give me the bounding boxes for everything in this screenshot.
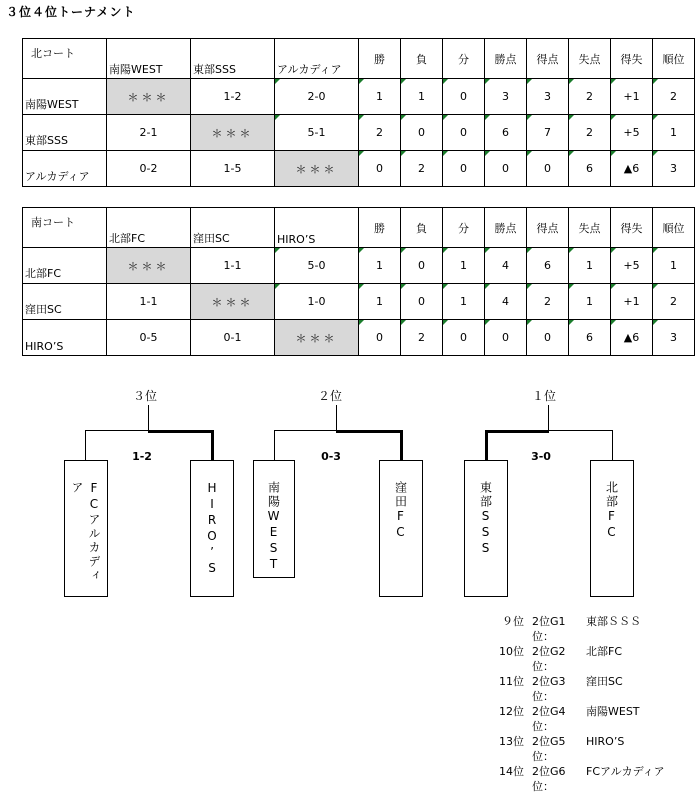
stat-header: 勝点	[485, 208, 527, 248]
team-name: HIRO’S	[205, 481, 219, 577]
ranking-row	[488, 614, 665, 644]
rank-label: ２位	[317, 389, 342, 403]
stat-cell: 3	[527, 79, 569, 115]
stat-cell: 2	[653, 79, 695, 115]
stat-header: 順位	[653, 39, 695, 79]
court-label: 北コート	[23, 39, 107, 79]
stat-header: 分	[443, 39, 485, 79]
ranking-row	[488, 734, 665, 764]
team-header: 窪田SC	[191, 208, 275, 248]
stat-cell: 7	[527, 115, 569, 151]
stat-cell: 0	[359, 151, 401, 187]
final-ranking-list	[488, 614, 665, 794]
stat-cell: 2	[569, 115, 611, 151]
stat-cell: 0	[443, 151, 485, 187]
stat-header: 負	[401, 39, 443, 79]
stat-cell: 1	[401, 79, 443, 115]
table-row	[23, 115, 695, 151]
stat-cell: 0	[527, 151, 569, 187]
stat-cell: 2	[527, 284, 569, 320]
ranking-team: 東部ＳＳＳ	[586, 615, 641, 628]
stat-header: 失点	[569, 39, 611, 79]
ranking-position: 14位	[499, 765, 524, 778]
stat-header: 勝	[359, 39, 401, 79]
team-header: アルカディア	[275, 39, 359, 79]
match-result-cell: 1-2	[191, 79, 275, 115]
stat-cell: 0	[485, 151, 527, 187]
ranking-position: 11位	[499, 675, 524, 688]
ranking-group: 2位G1位：	[532, 615, 566, 643]
stat-cell: 0	[359, 320, 401, 356]
ranking-group: 2位G6位：	[532, 765, 566, 793]
team-name: 窪田FC	[393, 481, 408, 541]
row-team-name: 北部FC	[23, 248, 107, 284]
ranking-position: ９位	[502, 615, 524, 628]
self-match-cell: ＊＊＊	[107, 248, 191, 284]
row-team-name: 東部SSS	[23, 115, 107, 151]
team-name: 北部FC	[604, 481, 619, 541]
team-header: 南陽WEST	[107, 39, 191, 79]
table-header-row	[23, 39, 695, 79]
stat-cell: 1	[359, 284, 401, 320]
stat-cell: 1	[359, 248, 401, 284]
stat-header: 分	[443, 208, 485, 248]
stat-cell: 4	[485, 284, 527, 320]
self-match-cell: ＊＊＊	[275, 151, 359, 187]
rank-label: １位	[531, 389, 556, 403]
court-label: 南コート	[23, 208, 107, 248]
stat-header: 得失	[611, 208, 653, 248]
ranking-group: 2位G2位：	[532, 645, 566, 673]
stat-cell: 2	[401, 151, 443, 187]
match-result-cell: 1-5	[191, 151, 275, 187]
row-team-name: 南陽WEST	[23, 79, 107, 115]
match-result-cell: 5-0	[275, 248, 359, 284]
match-result-cell: 1-0	[275, 284, 359, 320]
stat-cell: +1	[611, 79, 653, 115]
stat-cell: 2	[401, 320, 443, 356]
ranking-row	[488, 764, 665, 794]
stat-cell: 6	[527, 248, 569, 284]
stat-header: 勝	[359, 208, 401, 248]
match-result-cell: 0-1	[191, 320, 275, 356]
self-match-cell: ＊＊＊	[191, 115, 275, 151]
stat-cell: 1	[569, 248, 611, 284]
stat-cell: ▲6	[611, 320, 653, 356]
stat-cell: 0	[443, 115, 485, 151]
stat-header: 負	[401, 208, 443, 248]
team-name: 東部SSS	[478, 481, 493, 557]
match-result-cell: 1-1	[191, 248, 275, 284]
stat-cell: 0	[443, 320, 485, 356]
team-box	[590, 460, 634, 597]
stat-cell: +5	[611, 248, 653, 284]
row-team-name: HIRO’S	[23, 320, 107, 356]
team-box	[253, 460, 295, 578]
stat-header: 得点	[527, 208, 569, 248]
stat-cell: 4	[485, 248, 527, 284]
match-result-cell: 0-5	[107, 320, 191, 356]
stat-header: 順位	[653, 208, 695, 248]
match-result-cell: 1-1	[107, 284, 191, 320]
south-court-table	[22, 207, 695, 356]
ranking-group: 2位G3位：	[532, 675, 566, 703]
team-name: 南陽WEST	[266, 481, 281, 573]
stat-cell: 1	[653, 248, 695, 284]
stat-cell: 2	[569, 79, 611, 115]
table-row	[23, 284, 695, 320]
match-result-cell: 2-1	[107, 115, 191, 151]
table-header-row	[23, 208, 695, 248]
team-name: FCアルカディア	[70, 481, 101, 583]
team-box	[379, 460, 423, 597]
stat-cell: 0	[485, 320, 527, 356]
ranking-team: 南陽WEST	[586, 705, 640, 718]
ranking-team: 北部FC	[586, 645, 623, 658]
stat-cell: +5	[611, 115, 653, 151]
table-row	[23, 151, 695, 187]
stat-header: 得点	[527, 39, 569, 79]
ranking-team: 窪田SC	[586, 675, 623, 688]
stat-cell: 0	[401, 284, 443, 320]
self-match-cell: ＊＊＊	[275, 320, 359, 356]
stat-header: 失点	[569, 208, 611, 248]
stat-cell: ▲6	[611, 151, 653, 187]
stat-cell: 1	[359, 79, 401, 115]
ranking-row	[488, 674, 665, 704]
match-score: 1-2	[132, 450, 152, 463]
table-row	[23, 79, 695, 115]
stat-cell: 0	[401, 248, 443, 284]
stat-cell: 1	[653, 115, 695, 151]
ranking-position: 13位	[499, 735, 524, 748]
ranking-team: HIRO’S	[586, 735, 625, 748]
stat-cell: 3	[653, 151, 695, 187]
north-court-table	[22, 38, 695, 187]
stat-cell: 1	[443, 248, 485, 284]
stat-cell: 2	[653, 284, 695, 320]
self-match-cell: ＊＊＊	[107, 79, 191, 115]
stat-cell: +1	[611, 284, 653, 320]
page-title: ３位４位トーナメント	[6, 5, 136, 19]
team-box	[464, 460, 508, 597]
stat-cell: 1	[443, 284, 485, 320]
table-row	[23, 248, 695, 284]
team-header: 北部FC	[107, 208, 191, 248]
stat-header: 勝点	[485, 39, 527, 79]
match-result-cell: 5-1	[275, 115, 359, 151]
table-row	[23, 320, 695, 356]
match-result-cell: 0-2	[107, 151, 191, 187]
stat-cell: 3	[485, 79, 527, 115]
row-team-name: 窪田SC	[23, 284, 107, 320]
stat-cell: 6	[485, 115, 527, 151]
match-score: 3-0	[531, 450, 551, 463]
stat-cell: 0	[527, 320, 569, 356]
ranking-group: 2位G5位：	[532, 735, 566, 763]
team-box	[190, 460, 234, 597]
stat-cell: 3	[653, 320, 695, 356]
ranking-position: 12位	[499, 705, 524, 718]
rank-label: ３位	[132, 389, 157, 403]
match-score: 0-3	[321, 450, 341, 463]
team-box	[64, 460, 108, 597]
ranking-row	[488, 704, 665, 734]
stat-cell: 6	[569, 320, 611, 356]
stat-cell: 2	[359, 115, 401, 151]
match-result-cell: 2-0	[275, 79, 359, 115]
self-match-cell: ＊＊＊	[191, 284, 275, 320]
ranking-group: 2位G4位：	[532, 705, 566, 733]
stat-cell: 6	[569, 151, 611, 187]
ranking-position: 10位	[499, 645, 524, 658]
ranking-row	[488, 644, 665, 674]
stat-cell: 0	[401, 115, 443, 151]
row-team-name: アルカディア	[23, 151, 107, 187]
team-header: HIRO’S	[275, 208, 359, 248]
ranking-team: FCアルカディア	[586, 765, 665, 778]
team-header: 東部SSS	[191, 39, 275, 79]
stat-cell: 0	[443, 79, 485, 115]
stat-cell: 1	[569, 284, 611, 320]
stat-header: 得失	[611, 39, 653, 79]
